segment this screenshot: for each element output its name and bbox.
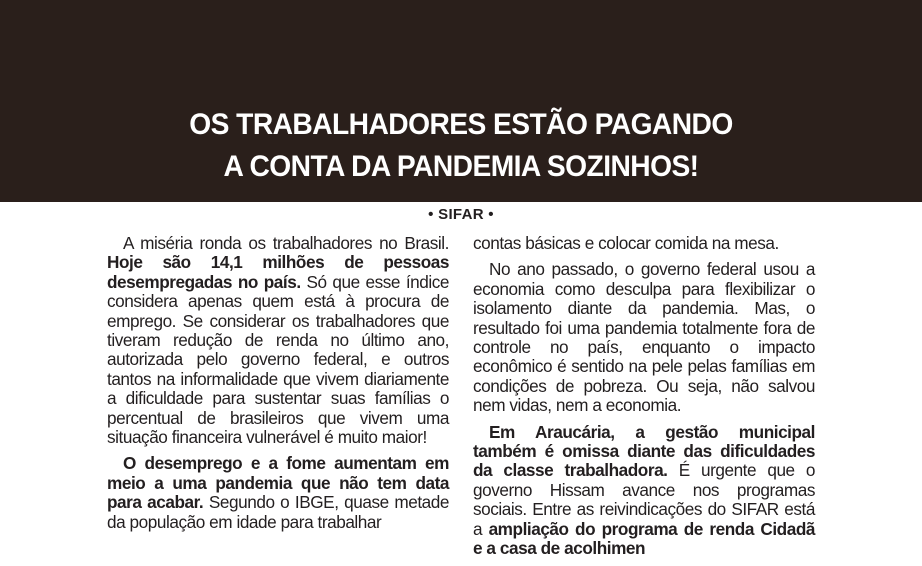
left-column — [107, 234, 449, 539]
left-paragraph-1 — [107, 234, 449, 447]
right-p2-bold2: ampliação do programa de renda Cidadã e a casa de acolhimen — [473, 518, 815, 559]
headline-line-1: OS TRABALHADORES ESTÃO PAGANDO — [189, 108, 733, 141]
right-paragraph-0: contas básicas e colocar comida na mesa. — [473, 233, 779, 253]
right-p2-rest: É urgente que o governo Hissam avance nos programas sociais. Entre as reivindicações do SIFAR está a — [473, 460, 815, 539]
left-p1-intro: A miséria ronda os trabalhadores no Brasil. — [123, 233, 449, 253]
headline-banner — [0, 0, 922, 202]
left-p1-bold: Hoje são 14,1 milhões de pessoas desempregadas no país. — [107, 252, 449, 292]
headline — [28, 104, 895, 188]
left-paragraph-2 — [107, 454, 449, 532]
left-p1-rest: Só que esse índice considera apenas quem está à procura de emprego. Se considerar os trabalhadores que tiveram redução de renda no último ano, autorizada pelo governo federal, e outros tantos na informalidade que vivem diariamente a dificuldade para sustentar suas famílias o percentual de brasileiros que vivem uma situação financeira vulnerável é muito maior! — [107, 271, 449, 448]
left-p2-bold: O desemprego e a fome aumentam em meio a uma pandemia que não tem data para acabar. — [107, 453, 449, 513]
byline: • SIFAR • — [428, 206, 494, 223]
right-paragraph-2 — [473, 423, 815, 559]
headline-line-2: A CONTA DA PANDEMIA SOZINHOS! — [223, 150, 699, 183]
right-paragraph-1: No ano passado, o governo federal usou a economia como desculpa para flexibilizar o isolamento diante da pandemia. Mas, o resultado foi uma pandemia totalmente fora de controle no país, enquanto o impacto econômico é sentido na pele pelas famílias em condições de pobreza. Ou seja, não salvou nem vidas, nem a economia. — [473, 259, 815, 416]
left-p2-rest: Segundo o IBGE, quase metade da população em idade para trabalhar — [107, 492, 449, 532]
right-column — [473, 234, 815, 566]
right-p2-bold: Em Araucária, a gestão municipal também é omissa diante das dificuldades da classe trabalhadora. — [473, 421, 815, 481]
